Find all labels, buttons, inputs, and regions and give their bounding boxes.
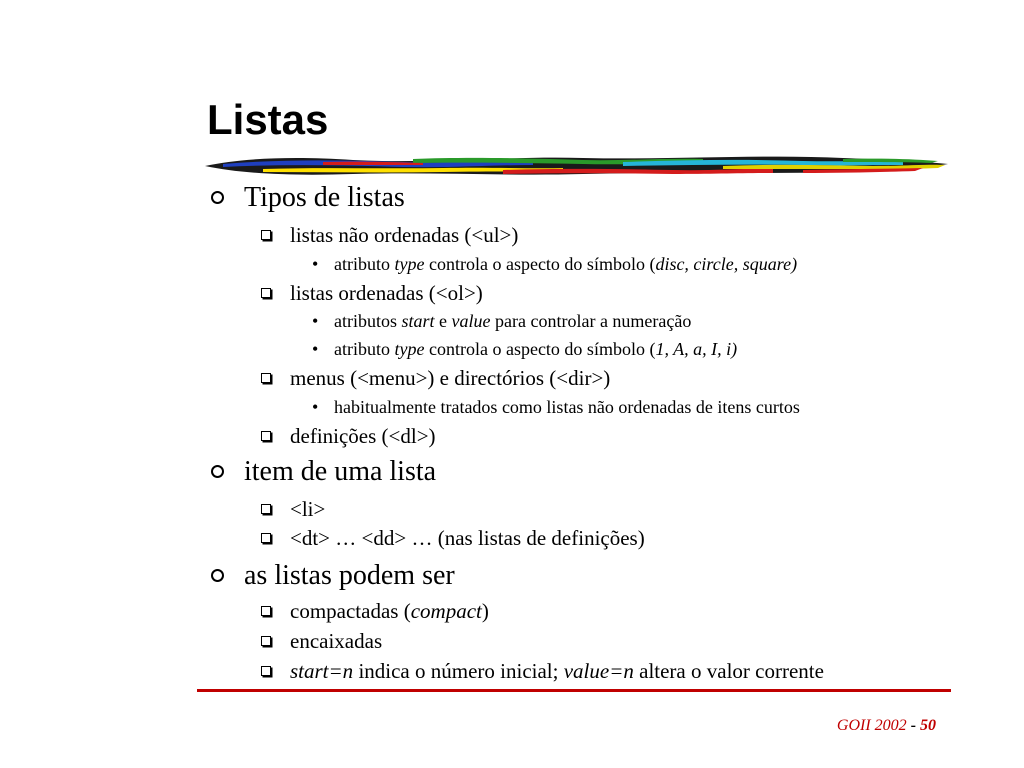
footer-divider xyxy=(197,689,951,692)
list-item-text: start=n xyxy=(290,659,354,683)
hollow-circle-bullet-icon xyxy=(211,465,224,478)
list-item-text: start xyxy=(401,311,435,331)
hollow-square-bullet-icon xyxy=(261,606,271,616)
hollow-square-bullet-icon xyxy=(261,504,271,514)
list-item-text: listas não ordenadas (<ul>) xyxy=(290,223,519,247)
hollow-square-bullet-icon xyxy=(261,636,271,646)
list-item-level-2 xyxy=(290,628,382,654)
list-item-text: indica o número inicial; xyxy=(353,659,564,683)
list-item-level-2 xyxy=(290,658,824,684)
slide-title: Listas xyxy=(207,96,329,143)
slide-footer xyxy=(837,716,936,736)
list-item-level-3 xyxy=(312,310,692,332)
list-item-text: encaixadas xyxy=(290,629,383,653)
list-item-text: <li> xyxy=(290,497,326,521)
list-item-text: listas ordenadas (<ol>) xyxy=(290,281,483,305)
list-item-level-2 xyxy=(290,423,436,449)
list-item-text: value xyxy=(451,311,491,331)
list-item-level-2 xyxy=(290,525,645,551)
list-item-text: altera o valor corrente xyxy=(633,659,824,683)
list-item-text: e xyxy=(434,311,452,331)
list-item-text: definições (<dl>) xyxy=(290,424,436,448)
hollow-square-bullet-icon xyxy=(261,230,271,240)
list-item-text: ) xyxy=(481,599,489,623)
footer-course-label: GOII 2002 xyxy=(836,717,907,734)
list-item-level-3 xyxy=(312,338,738,360)
list-item-text: Tipos de listas xyxy=(244,182,405,213)
list-item-level-2 xyxy=(290,280,483,306)
list-item-text: controla o aspecto do símbolo ( xyxy=(424,254,656,274)
hollow-square-bullet-icon xyxy=(261,373,271,383)
dot-bullet-icon: • xyxy=(312,339,319,359)
hollow-square-bullet-icon xyxy=(261,533,271,543)
list-item-text: 1, A, a, I, i) xyxy=(655,339,738,359)
list-item-text: as listas podem ser xyxy=(244,560,455,591)
list-item-text: para controlar a numeração xyxy=(490,311,692,331)
list-item-text: menus (<menu>) e directórios (<dir>) xyxy=(290,366,611,390)
list-item-level-2 xyxy=(290,496,325,522)
list-item-text: type xyxy=(394,339,425,359)
page-number: 50 xyxy=(920,717,936,734)
list-item-level-3 xyxy=(312,253,798,275)
list-item-text: atributo xyxy=(334,339,395,359)
list-item-level-2 xyxy=(290,365,610,391)
footer-separator: - xyxy=(906,717,920,734)
list-item-level-2 xyxy=(290,222,518,248)
hollow-square-bullet-icon xyxy=(261,431,271,441)
dot-bullet-icon: • xyxy=(312,311,319,331)
list-item-text: compact xyxy=(410,599,482,623)
list-item-text: item de uma lista xyxy=(244,456,437,487)
list-item-text: atributo xyxy=(334,254,395,274)
list-item-level-1 xyxy=(244,456,436,488)
list-item-text: <dt> … <dd> … (nas listas de definições) xyxy=(290,526,645,550)
list-item-level-2 xyxy=(290,598,489,624)
list-item-text: compactadas ( xyxy=(290,599,411,623)
list-item-text: value=n xyxy=(563,659,634,683)
hollow-circle-bullet-icon xyxy=(211,191,224,204)
hollow-circle-bullet-icon xyxy=(211,569,224,582)
hollow-square-bullet-icon xyxy=(261,288,271,298)
dot-bullet-icon: • xyxy=(312,254,319,274)
list-item-text: type xyxy=(394,254,425,274)
list-item-level-1 xyxy=(244,182,405,214)
list-item-text: controla o aspecto do símbolo ( xyxy=(424,339,656,359)
list-item-text: disc, circle, square) xyxy=(655,254,798,274)
decorative-brush-stroke xyxy=(203,150,950,184)
list-item-level-1 xyxy=(244,560,455,592)
list-item-text: habitualmente tratados como listas não ordenadas de itens curtos xyxy=(334,397,800,417)
hollow-square-bullet-icon xyxy=(261,666,271,676)
dot-bullet-icon: • xyxy=(312,397,319,417)
list-item-level-3 xyxy=(312,396,800,418)
list-item-text: atributos xyxy=(334,311,402,331)
